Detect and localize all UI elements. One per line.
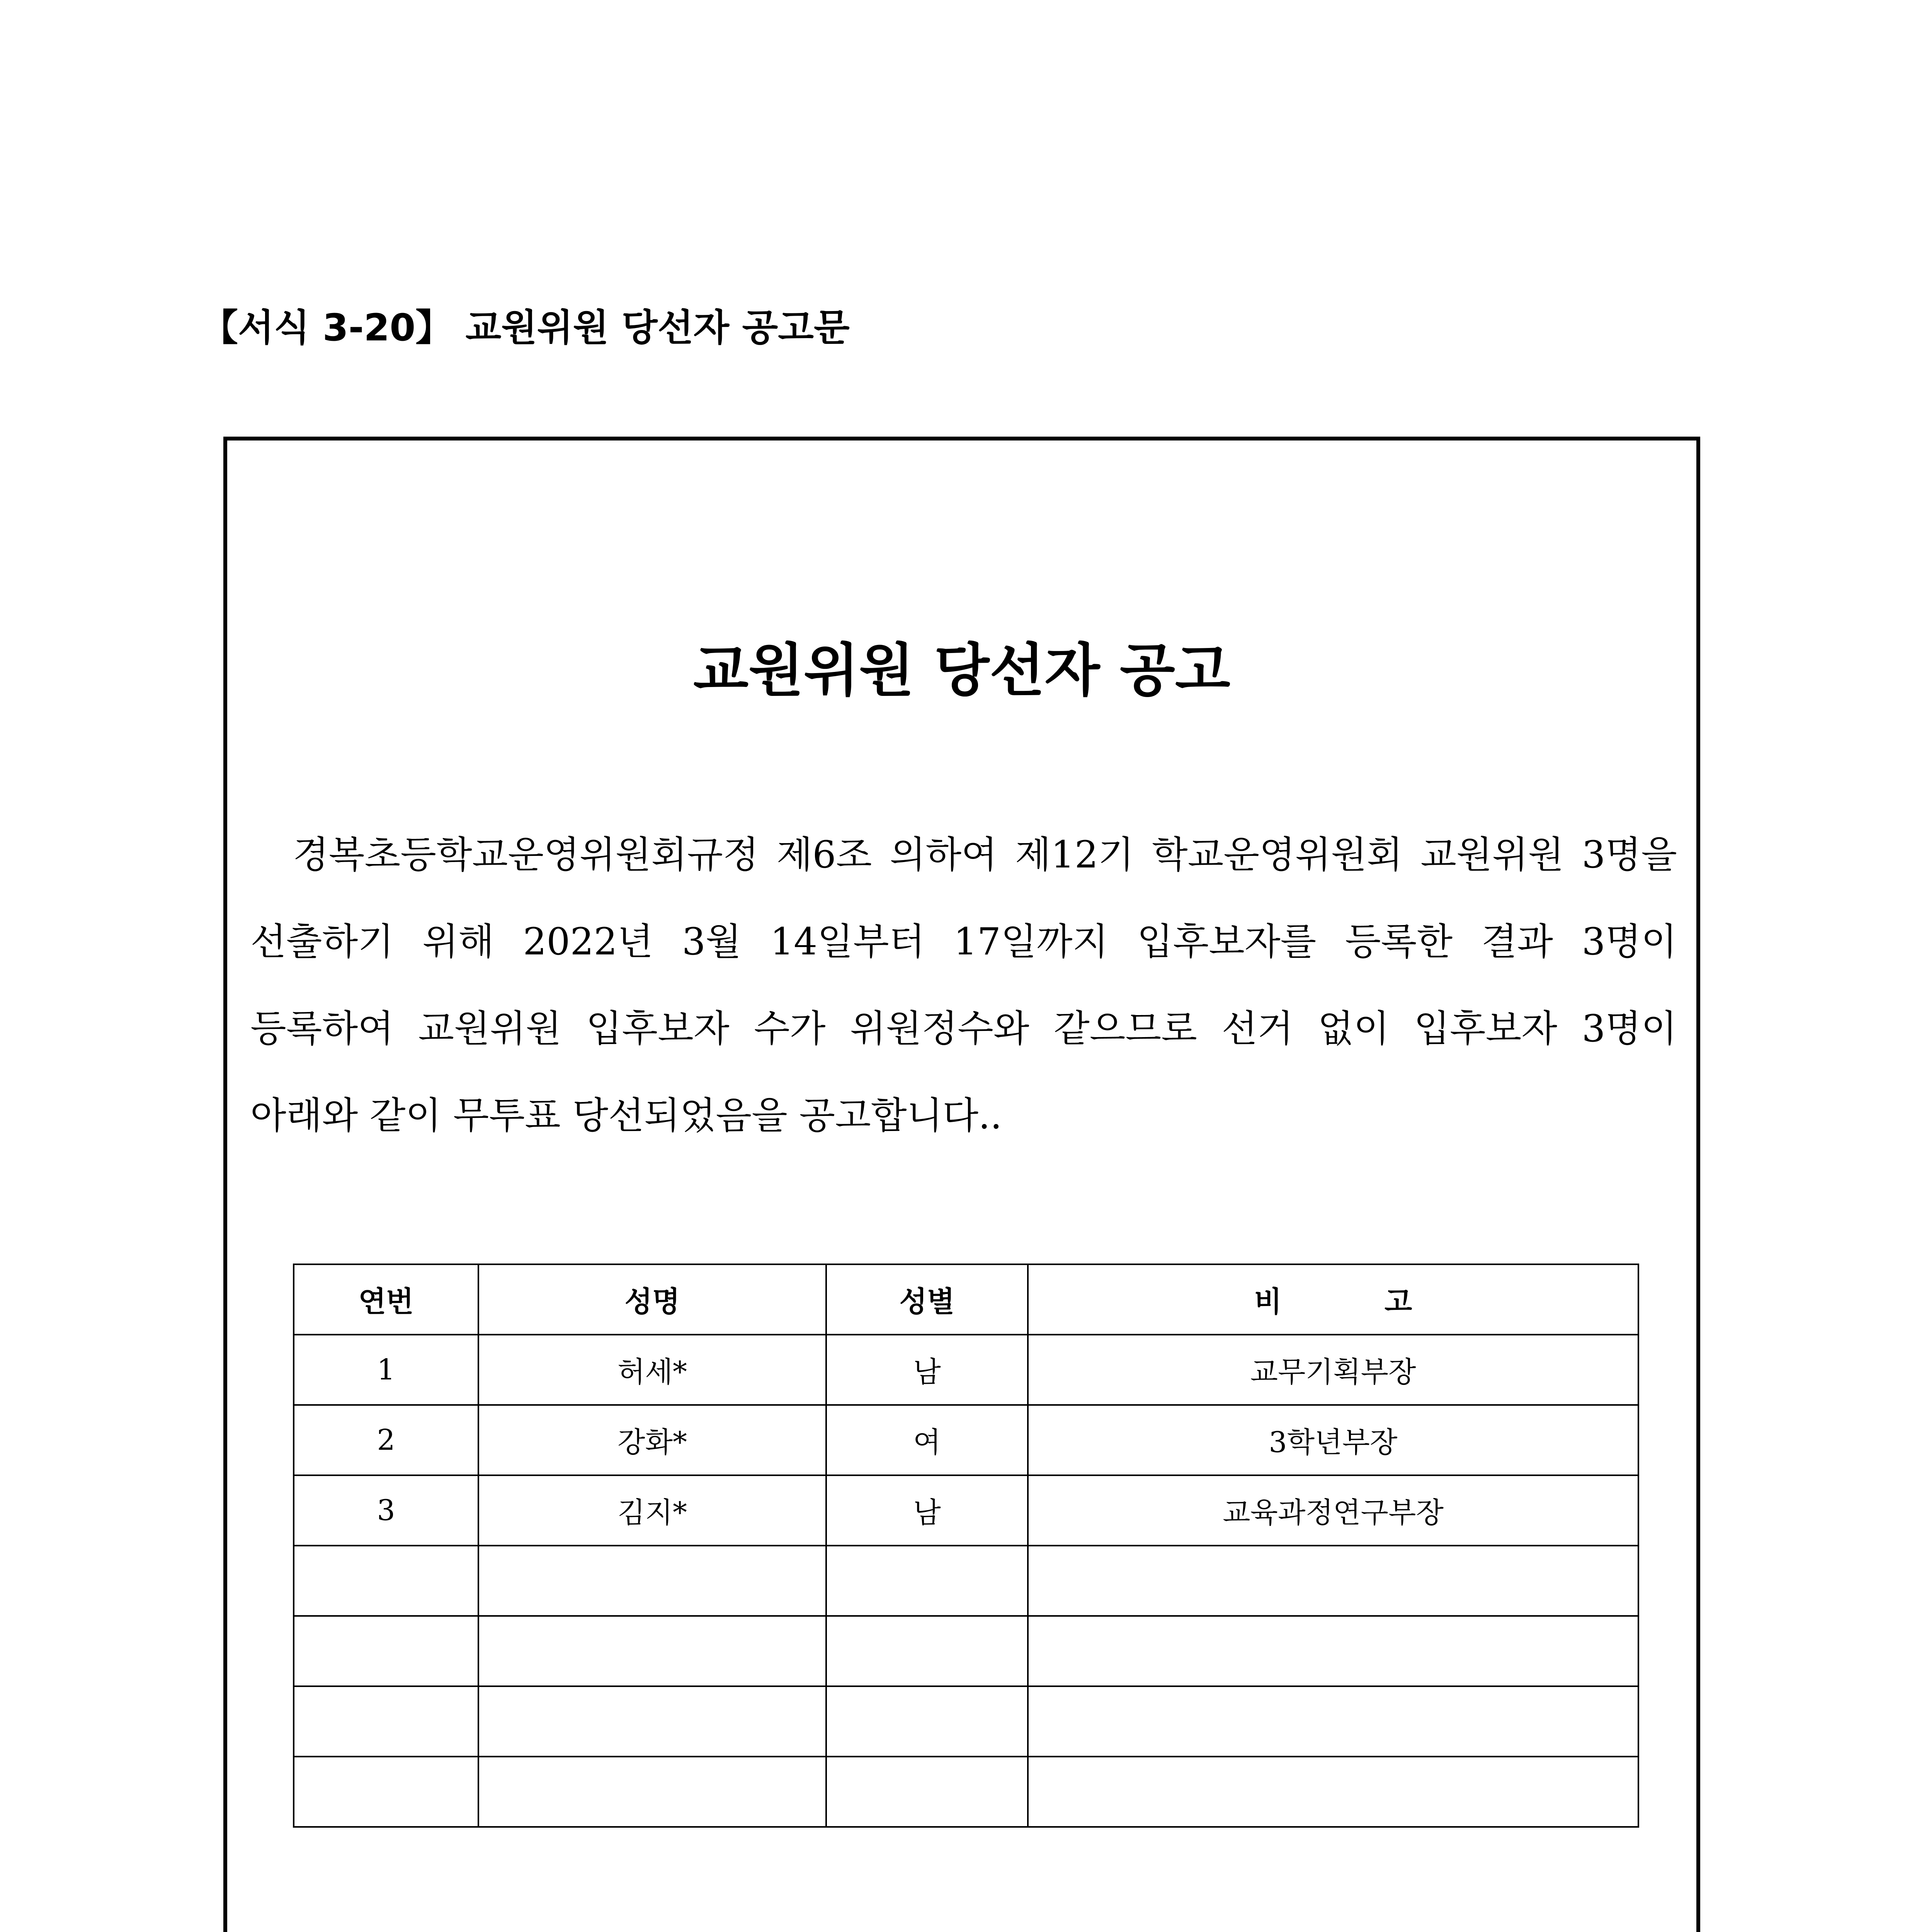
cell-note: 3학년부장 bbox=[1028, 1405, 1638, 1475]
cell-gender: 남 bbox=[826, 1335, 1028, 1405]
cell-number bbox=[294, 1757, 478, 1827]
form-label: 【서식 3-20】 교원위원 당선자 공고문 bbox=[201, 306, 850, 349]
table-row-empty bbox=[294, 1757, 1638, 1827]
header-note: 비 고 bbox=[1028, 1264, 1638, 1335]
cell-note bbox=[1028, 1757, 1638, 1827]
candidate-table bbox=[293, 1264, 1639, 1828]
cell-gender: 남 bbox=[826, 1475, 1028, 1546]
cell-gender bbox=[826, 1686, 1028, 1757]
table-row bbox=[294, 1335, 1638, 1405]
cell-number bbox=[294, 1616, 478, 1686]
cell-gender: 여 bbox=[826, 1405, 1028, 1475]
cell-number: 3 bbox=[294, 1475, 478, 1546]
cell-name: 김지* bbox=[478, 1475, 826, 1546]
notice-body: 경복초등학교운영위원회규정 제6조 의하여 제12기 학교운영위원회 교원위원 3명을 선출하기 위해 2022년 3월 14일부터 17일까지 입후보자를 등록한 결과 3명이 등록하여 교원위원 입후보자 수가 위원정수와 같으므로 선거 없이 입후보자 3명이 아래와 같이 무투표 당선되었음을 공고합니다.. bbox=[250, 833, 1677, 1137]
cell-name bbox=[478, 1616, 826, 1686]
cell-number: 2 bbox=[294, 1405, 478, 1475]
table-row-empty bbox=[294, 1616, 1638, 1686]
cell-number bbox=[294, 1546, 478, 1616]
cell-number: 1 bbox=[294, 1335, 478, 1405]
table-row bbox=[294, 1475, 1638, 1546]
table-row bbox=[294, 1405, 1638, 1475]
cell-gender bbox=[826, 1757, 1028, 1827]
cell-note: 교육과정연구부장 bbox=[1028, 1475, 1638, 1546]
cell-number bbox=[294, 1686, 478, 1757]
notice-title: 교원위원 당선자 공고 bbox=[693, 636, 1230, 704]
cell-name bbox=[478, 1757, 826, 1827]
cell-gender bbox=[826, 1546, 1028, 1616]
header-name: 성명 bbox=[478, 1264, 826, 1335]
table-header-row bbox=[294, 1264, 1638, 1335]
cell-name bbox=[478, 1686, 826, 1757]
cell-name: 허세* bbox=[478, 1335, 826, 1405]
cell-note bbox=[1028, 1616, 1638, 1686]
cell-note bbox=[1028, 1686, 1638, 1757]
cell-name bbox=[478, 1546, 826, 1616]
table-row-empty bbox=[294, 1686, 1638, 1757]
cell-note bbox=[1028, 1546, 1638, 1616]
table-row-empty bbox=[294, 1546, 1638, 1616]
cell-name: 강화* bbox=[478, 1405, 826, 1475]
notice-frame bbox=[223, 437, 1700, 1932]
header-gender: 성별 bbox=[826, 1264, 1028, 1335]
header-number: 연번 bbox=[294, 1264, 478, 1335]
cell-note: 교무기획부장 bbox=[1028, 1335, 1638, 1405]
cell-gender bbox=[826, 1616, 1028, 1686]
